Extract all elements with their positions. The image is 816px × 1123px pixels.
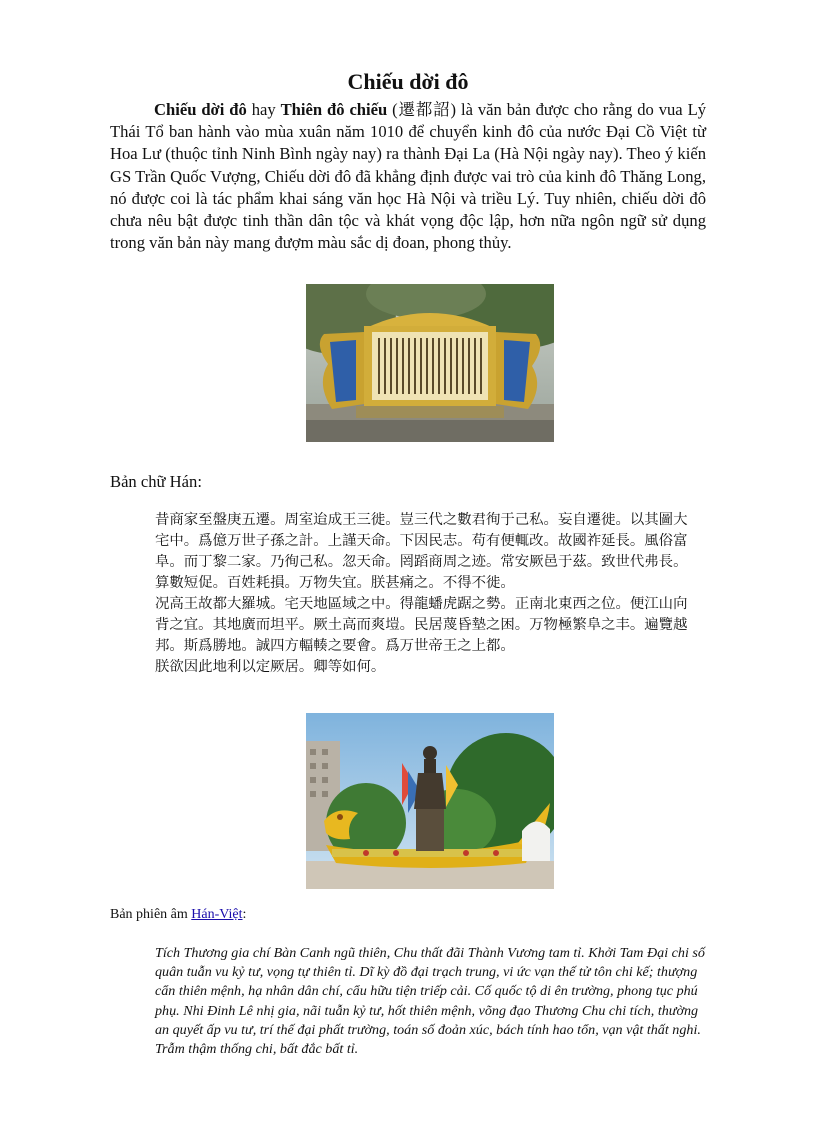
han-paragraph: 朕欲因此地利以定厥居。卿等如何。	[155, 659, 386, 675]
intro-bold-alt-title: Thiên đô chiếu	[280, 100, 388, 119]
statue-photo	[306, 713, 554, 889]
intro-text-2: (遷都詔) là văn bản được cho rằng do vua Lý Thái Tổ ban hành vào mùa xuân năm 1010 để chuyển kinh đô của nước Đại Cồ Việt từ Hoa Lư (thuộc tỉnh Ninh Bình ngày nay) ra thành Đại La (Hà Nội ngày nay). Theo ý kiến GS Trần Quốc Vượng, Chiếu dời đô đã khẳng định được vai trò của kinh đô Thăng Long, nó được coi là tác phẩm khai sáng văn học Hà Nội và triều Lý. Tuy nhiên, chiếu dời đô chưa nêu bật được tinh thần dân tộc và khát vọng độc lập, hơn nữa ngôn ngữ sử dụng trong văn bản này mang đượm màu sắc dị đoan, phong thủy.	[110, 100, 707, 253]
han-text-block	[155, 510, 700, 678]
page-title: Chiếu dời đô	[347, 68, 469, 94]
phien-heading-prefix: Bản phiên âm	[110, 907, 192, 922]
statue-photo-image	[306, 713, 554, 889]
intro-text-1: hay	[246, 100, 281, 119]
han-paragraph: 昔商家至盤庚五遷。周室迨成王三徙。豈三代之數君徇于己私。妄自遷徙。以其圖大宅中。爲億万世子孫之計。上謹天命。下因民志。苟有便輒改。故國祚延長。風俗富阜。而丁黎二家。乃徇己私。忽天命。罔蹈商周之迹。常安厥邑于茲。致世代弗長。算數短促。百姓耗損。万物失宜。朕甚痛之。不得不徙。	[155, 512, 688, 591]
phien-text: Tích Thương gia chí Bàn Canh ngũ thiên, Chu thất đãi Thành Vương tam tỉ. Khởi Tam Đại chi số quân tuẫn vu kỷ tư, vọng tự thiên tỉ. Dĩ kỳ đồ đại trạch trung, vi ức vạn thế tử tôn chi kế; thượng cẩn thiên mệnh, hạ nhân dân chí, cẩu hữu tiện triếp cải. Cố quốc tộ di ên trường, phong tục phú phụ. Nhi Đinh Lê nhị gia, nãi tuẫn kỷ tư, hốt thiên mệnh, võng đạo Thương Chu chi tích, thường an quyết ấp vu tư, trí thế đại phất trường, toán số đoản xúc, bách tính hao tổn, vạn vật thất nghi. Trẫm thậm thống chi, bất đắc bất tỉ.	[155, 945, 705, 1058]
han-section-heading: Bản chữ Hán:	[110, 472, 202, 491]
intro-paragraph	[110, 99, 706, 254]
phien-heading-suffix: :	[242, 907, 247, 922]
intro-bold-title: Chiếu dời đô	[154, 100, 247, 119]
phien-section-heading	[110, 907, 246, 923]
stele-photo-image	[306, 284, 554, 442]
han-paragraph: 况高王故都大羅城。宅天地區域之中。得龍蟠虎踞之勢。正南北東西之位。便江山向背之宜。其地廣而坦平。厥土高而爽塏。民居蔑昏墊之困。万物極繁阜之丰。遍覽越邦。斯爲勝地。誠四方輻輳之要會。爲万世帝王之上都。	[155, 596, 688, 654]
han-viet-link[interactable]: Hán-Việt	[191, 907, 243, 922]
stele-photo	[306, 284, 554, 442]
